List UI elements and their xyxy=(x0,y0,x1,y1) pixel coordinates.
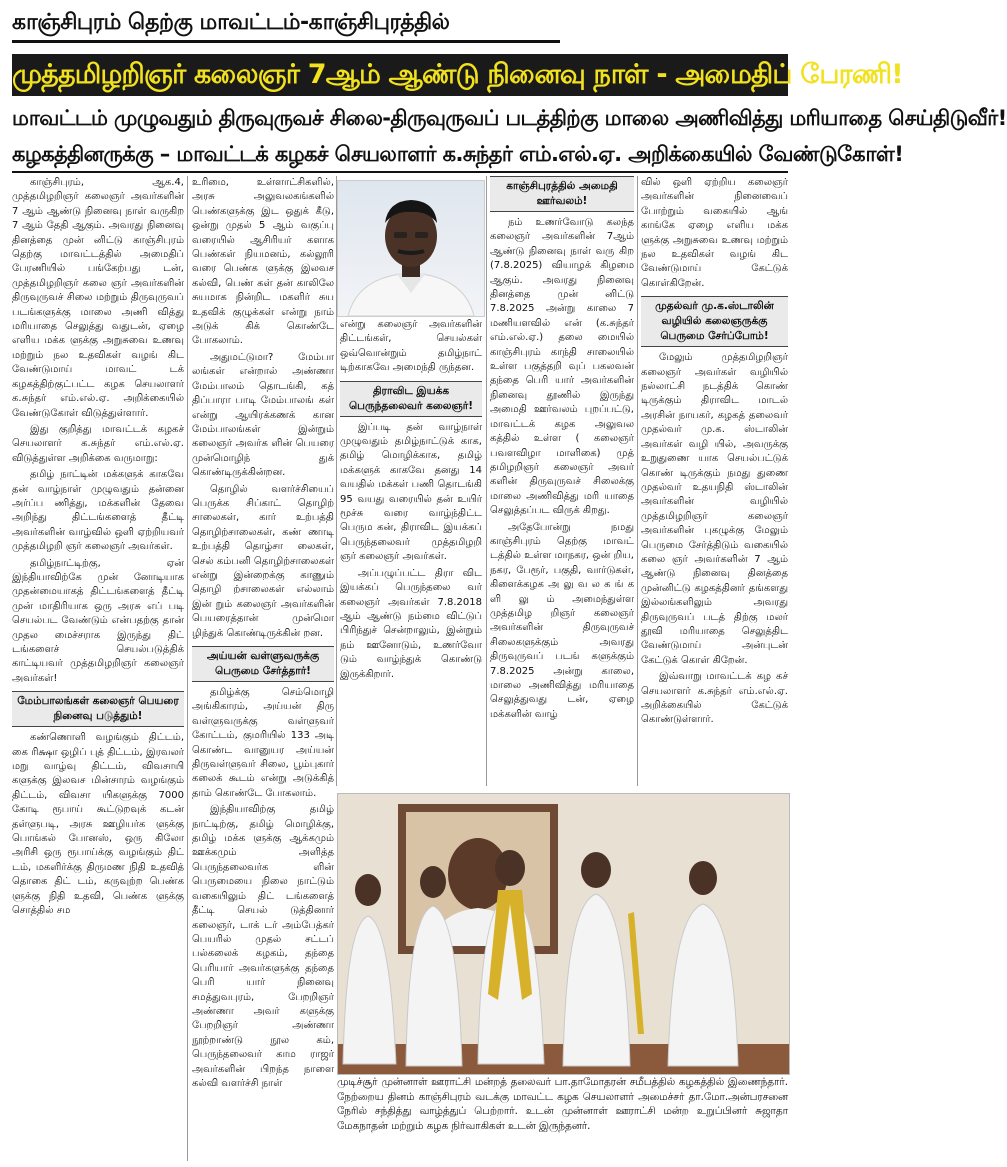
group-photo xyxy=(337,793,790,1075)
paragraph: இவ்வாறு மாவட்டக் கழ கச் செயலாளர் க.சுந்தர் எம்.எல்.ஏ. அறிக்கையில் கேட்டுக் கொண்டுள்ளார். xyxy=(641,671,788,726)
paragraph: தமிழ்நாட்டிற்கு, ஏன் இந்தியாவிற்கே முன் னோடியாக முதன்மையாகத் திட்டங்களைத் தீட்டி முன் மாதிரியாக ஒரு அரசு எப் படி செயல்பட வேண்டும் என்பதற்கு தான் முதல மைச்சராக இருந்து திட் டங்களைச் செயல்படுத்திக் காட்டியவர் முத்தமிழறிஞர் கலைஞர் அவர்கள்! xyxy=(12,557,184,684)
politician-portrait xyxy=(337,180,485,317)
column-divider xyxy=(187,176,188,1161)
paragraph: தமிழ்க்கு செம்மொழி அங்கிகாரம், அய்யன் திரு வள்ளுவருக்கு வள்ளுவர் கோட்டம், குமரியில் 133 அடி கொண்ட வானுயர அய்யன் திருவள்ளுவர் சிலை, பூம்புகார் கலைக் கூடம் என்று அடுக்கித் தாம் கொண்டே போகலாம். xyxy=(192,687,334,799)
paragraph: கண்ணொளி வழங்கும் திட்டம், கை ரிக்ஷா ஒழிப் புத் திட்டம், இரவலர் மறு வாழ்வு திட்டம், விவசாயி களுக்கு இலவச மின்சாரம் வழங்கும் திட்டம், விவசா யிகளுக்கு 7000 கோடி ரூபாய் கூட்டுறவுக் கடன் தள்ளுபடி, அரசு ஊழியர்க ளுக்கு பொங்கல் போனஸ், ஒரு கிலோ அரிசி ஒரு ரூபாய்க்கு வழங்கும் திட் டம், மகளிர்க்கு திருமண நிதி உதவித் தொகை திட் டம், கருவுற்ற பெண்க ளுக்கு நிதி உதவி, பெண்க ளுக்கு சொத்தில் சம xyxy=(12,732,184,917)
paragraph: அதேபோன்று நமது காஞ்சிபுரம் தெற்கு மாவட் டத்தில் உள்ள மாநகர, ஒன் றிய, நகர, பேரூர், பகுதி, வார்டுகள், கிளைக்கழக அ லு வ ல க ங் க ளி லு ம் அமைந்துள்ள முத்தமிழ றிஞர் கலைஞர் அவர்களின் திருவுருவச் சிலைகளுக்கும் அவரது திருவுருவப் படங் களுக்கும் 7.8.2025 அன்று காலை, மாலை அணிவித்து மரியாதை செலுத்துவது டன், ஏழை மக்களின் வாழ் xyxy=(490,521,634,720)
section-heading: திராவிட இயக்க பெருந்தலைவர் கலைஞர்! xyxy=(340,381,482,417)
paragraph: என்று கலைஞர் அவர்களின் திட்டங்கள், செயல்கள் ஒவ்வொன்றும் தமிழ்நாட் டிற்காகவே அமைந்தி ருந்தன. xyxy=(340,319,482,374)
subheadline-2: கழகத்தினருக்கு – மாவட்டக் கழகச் செயலாளர் க.சுந்தர் எம்.எல்.ஏ. அறிக்கையில் வேண்டுகோள்! xyxy=(12,142,904,166)
article-column-5 xyxy=(641,176,788,786)
paragraph: இது குறித்து மாவட்டக் கழகச் செயலாளர் க.சுந்தர் எம்.எல்.ஏ. விடுத்துள்ள அறிக்கை வருமாறு: xyxy=(12,423,184,464)
paragraph: அப்பழுப்பட்ட திரா விட இயக்கப் பெருந்தலை வர் கலைஞர் அவர்கள் 7.8.2018 ஆம் ஆண்டு நம்மை விட்டுப் பிரிந்துச் சென்றாலும், இன்றும் நம் ஊனோடும், உணர்வோ டும் வாழ்ந்துக் கொண்டு இருக்கிறார். xyxy=(340,567,482,680)
article-column-3 xyxy=(340,318,482,778)
column-divider xyxy=(486,176,487,786)
header-rule xyxy=(12,171,788,173)
photo-caption: முடிச்சூர் முன்னாள் ஊராட்சி மன்றத் தலைவர் பா.தாமோதரன் சமீபத்தில் கழகத்தில் இணைந்தார். நேற்றைய தினம் காஞ்சிபுரம் வடக்கு மாவட்ட கழக செயலாளர் அமைச்சர் தா.மோ.அன்பரசனை நேரில் சந்தித்து வாழ்த்துப் பெற்றார். உடன் முன்னாள் ஊராட்சி மன்ற உறுப்பினர் சுஜாதா மேகநாதன் மற்றும் கழக நிர்வாகிகள் உடன் இருந்தனர். xyxy=(337,1076,788,1132)
paragraph: தமிழ் நாட்டின் மக்களுக் காகவே தன் வாழ்நாள் முழுவதும் தன்னை அர்ப்ப ணித்து, மக்களின் தேவை அறிந்து திட்டங்களைத் தீட்டி அவர்களின் வாழ்வில் ஒளி ஏற்றியவர் முத்தமிழறி ஞர் கலைஞர் அவர்கள். xyxy=(12,469,184,553)
group-photo-drawing xyxy=(338,794,789,1074)
article-column-2 xyxy=(192,176,334,1161)
portrait-drawing xyxy=(338,181,484,316)
section-heading: முதல்வர் மு.க.ஸ்டாலின் வழியில் கலைஞருக்கு பெருமை சேர்ப்போம்! xyxy=(641,296,788,347)
paragraph: வில் ஒளி ஏற்றிய கலைஞர் அவர்களின் நினைவைப் போற்றும் வகையில் ஆங் காங்கே ஏழை எளிய மக்க ளுக்கு அறுசுவை உணவு மற்றும் நல உதவிகள் வழங் கிட வேண்டுமாய் கேட்டுக் கொள்கிறேன். xyxy=(641,177,788,289)
paragraph: தொழில் வளர்ச்சியைப் பெருக்க சிப்காட் தொழிற் சாலைகள், கார் உற்பத்தி தொழிற்சாலைகள், கண் ணாடி உற்பத்தி தொழ்சா லைகள், செல் கம்பனி தொழிற்சாலைகள் என்று இன்றைக்கு காணும் தொழி ற்சாலைகள் எல்லாம் இன் றும் கலைஞர் அவர்களின் பெயரைத்தான் முன்மொ ழிந்துக் கொண்டிருக்கின் றன. xyxy=(192,483,334,639)
section-heading: அய்யன் வள்ளுவருக்கு பெருமை சேர்த்தார்! xyxy=(192,646,334,682)
column-divider xyxy=(637,176,638,786)
headline: முத்தமிழறிஞர் கலைஞர் 7ஆம் ஆண்டு நினைவு நாள் - அமைதிப் பேரணி! xyxy=(12,54,788,96)
paragraph: இந்தியாவிற்கு தமிழ் நாட்டிற்கு, தமிழ் மொழிக்கு, தமிழ் மக்க ளுக்கு ஆக்கமும் ஊக்கமும் அளித்த பெருந்தலைவர்க ளின் பெருமையை நிலை நாட்டும் வகையிலும் திட் டங்களைத் தீட்டி செயல் டுத்தினார் கலைஞர், டாக் டர் அம்பேத்கர் பெயரில் முதல் சட்டப் பல்கலைக் கழகம், தந்தை பெரியார் அவர்களுக்கு தந்தை பெரி யார் நினைவு சமத்துவபுரம், பேறறிஞர் அண்ணா அவர் களுக்கு பேறறிஞர் அண்ணா நூற்றாண்டு நூல கம், பெருந்தலைவர் காம ராஜர் அவர்களின் பிறந்த நாளை கல்வி வளர்ச்சி நாள் xyxy=(192,804,334,1089)
paragraph: அதுமட்டுமா? மேம்பா லங்கள் என்றால் அண்ணா மேம்பாலம் தொடங்கி, கத் திப்பாரா பாடி மேம்பாலங் கள் என்று ஆயிரக்கணக் கான மேம்பாலங்கள் இன்றும் கலைஞர் அவர்க ளின் பெயரை முன்மொழிந் துக் கொண்டிருக்கின்றன. xyxy=(192,351,334,479)
paragraph: உரிமை, உள்ளாட்சிகளில், அரசு அலுவலகங்களில் பெண்களுக்கு இட ஒதுக் கீடு, ஒன்று முதல் 5 ஆம் வகுப்பு வரையில் ஆசிரியர் களாக பெண்கள் நியமனம், கல்லூரி வரை பெண்க ளுக்கு இலவச கல்வி, பெண் கள் தன் காலிலே சுயமாக நின்றிட மகளிர் சுய உதவிக் குழுக்கள் என்று நாம் அடுக் கிக் கொண்டே போகலாம். xyxy=(192,177,334,347)
paragraph: காஞ்சிபுரம், ஆக.4, முத்தமிழறிஞர் கலைஞர் அவர்களின் 7 ஆம் ஆண்டு நினைவு நாள் வருகிற 7 ஆம் தேதி ஆகும். அவரது நினைவு தினத்தை முன் னிட்டு காஞ்சிபுரம் தெற்கு மாவட்டத்தில் அமைதிப் பேரணியில் பங்கேற்பது டன், முத்தமிழறிஞர் கலை ஞர் அவர்களின் திருவுருவச் சிலை மற்றும் திருவுருவப் படங்களுக்கு மாலை அணி வித்து மரியாதை செலுத்து வதுடன், ஏழை எளிய மக்க ளுக்கு அறுசுவை உணவு மற்றும் நல உதவிகள் வழங் கிட வேண்டுமாய் மாவட் டக் கழகத்திற்குட்பட்ட கழக செயலாளர் க.சுந்தர் எம்.எல்.ஏ. அறிக்கையில் வேண்டுகோள் விடுத்துள்ளார். xyxy=(12,177,184,419)
paragraph: மேலும் முத்தமிழறிஞர் கலைஞர் அவர்கள் வழியில் நல்லாட்சி நடத்திக் கொண் டிருக்கும் திராவிட மாடல் அரசின் நாயகர், கழகத் தலைவர் முதல்வர் மு.க. ஸ்டாலின் அவர்கள் வழி யில், அவருக்கு உறுதுணை யாக செயல்பட்டுக் கொண் டிருக்கும் நமது துணை முதல்வர் உதயநிதி ஸ்டாலின் அவர்களின் வழியில் முத்தமிழறிஞர் கலைஞர் அவர்களின் புகழுக்கு மேலும் பெருமை சேர்த்திடும் வகையில் கலை ஞர் அவர்களின் 7 ஆம் ஆண்டு நினைவு தினத்தை முன்னிட்டு கழகத்தினர் தங்களது இல்லங்களிலும் அவரது திருவுருவப் படத் திற்கு மலர் தூவி மரியாதை செலுத்திட வேண்டுமாய் அன்புடன் கேட்டுக் கொள் கிறேன். xyxy=(641,352,788,666)
paragraph: இப்படி தன் வாழ்நாள் முழுவதும் தமிழ்நாட்டுக் காக, தமிழ் மொழிக்காக, தமிழ் மக்களுக் காகவே தனது 14 வயதில் மக்கள் பணி தொடங்கி 95 வயது வரையில் தன் உயிர் மூச்சு வரை வாழ்ந்திட்ட பெரும கன், திராவிட இயக்கப் பெருந்தலைவர் முத்தமிழறி ஞர் கலைஞர் அவர்கள். xyxy=(340,421,482,563)
article-column-4 xyxy=(490,176,634,786)
kicker: காஞ்சிபுரம் தெற்கு மாவட்டம்-காஞ்சிபுரத்தில் xyxy=(12,6,560,43)
section-heading: மேம்பாலங்கள் கலைஞர் பெயரை நினைவு படுத்தும்! xyxy=(12,691,184,727)
paragraph: நம் உணர்வோடு கலந்த கலைஞர் அவர்களின் 7ஆம் ஆண்டு நினைவு நாள் வரு கிற (7.8.2025) வியாழக் கிழமை ஆகும். அவரது நினைவு தினத்தை முன் னிட்டு 7.8.2025 அன்று காலை 7 மணியளவில் என் (க.சுந்தர் எம்.எல்.ஏ.) தலை மையில் காஞ்சிபுரம் காந்தி சாலையில் உள்ள பகுத்தறி வுப் பகலவன் தந்தை பெரி யார் அவர்களின் நினைவு தூணில் இருந்து அமைதி ஊர்வலம் புறப்பட்டு, மாவட்டக் கழக அலுவல கத்தில் உள்ள ( கலைஞர் பவளவிழா மாளிகை) முத் தமிழறிஞர் கலைஞர் அவர் களின் திருவுருவச் சிலைக்கு மாலை அணிவித்து மரி யாதை செலுத்தப்பட விருக் கிறது. xyxy=(490,217,634,517)
article-column-1 xyxy=(12,176,184,1161)
section-heading: காஞ்சிபுரத்தில் அமைதி ஊர்வலம்! xyxy=(490,176,634,212)
subheadline-1: மாவட்டம் முழுவதும் திருவுருவச் சிலை-திருவுருவப் படத்திற்கு மாலை அணிவித்து மரியாதை செய்திடுவீர்! xyxy=(12,106,1007,130)
